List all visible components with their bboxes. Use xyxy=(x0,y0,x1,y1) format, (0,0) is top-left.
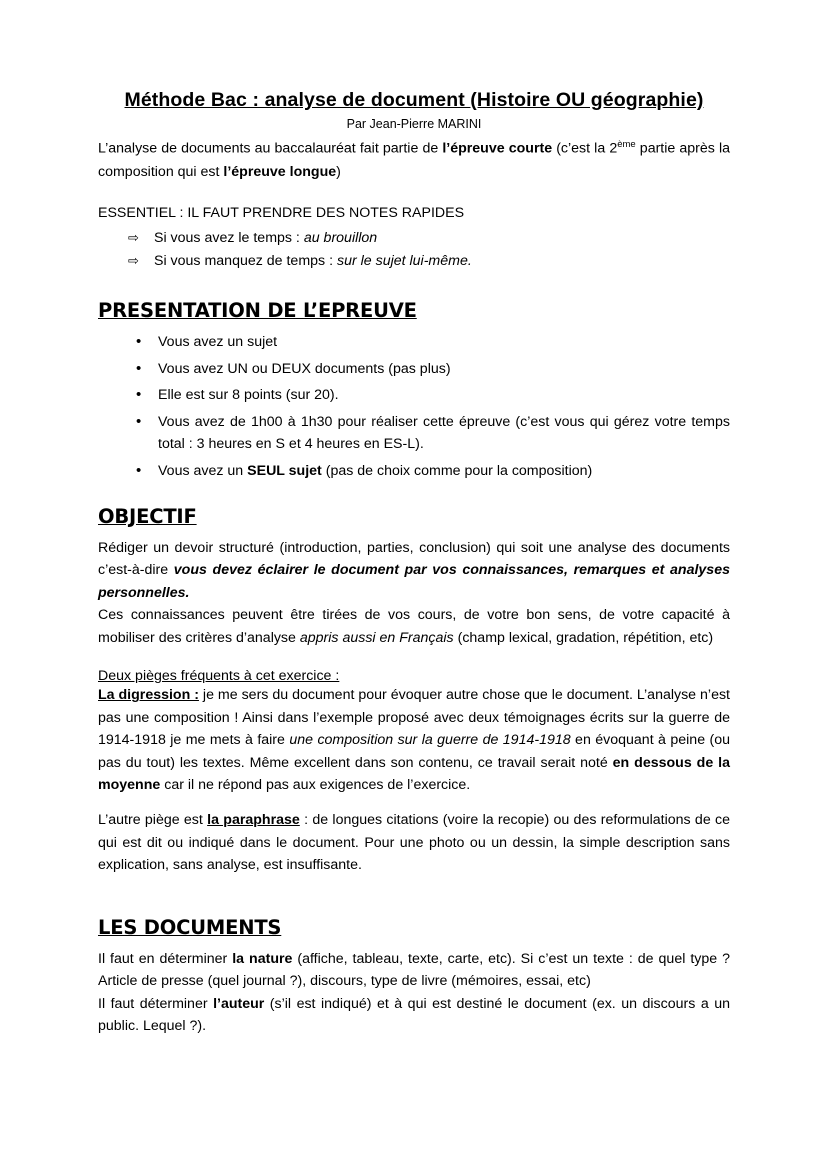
list-item: • Vous avez UN ou DEUX documents (pas plus) xyxy=(136,358,730,380)
essentiel-heading: ESSENTIEL : IL FAUT PRENDRE DES NOTES RAPIDES xyxy=(98,204,465,221)
bullet-icon: • xyxy=(136,359,142,377)
objectif-paragraph-2: Ces connaissances peuvent être tirées de vos cours, de votre bon sens, de votre capacité à mobiliser des critères d’analyse appris aussi en Français (champ lexical, gradation, répétition, etc) xyxy=(98,607,730,646)
list-item: ⇨ Si vous manquez de temps : sur le sujet lui-même. xyxy=(128,250,730,273)
byline: Par Jean-Pierre MARINI xyxy=(346,117,482,132)
section-heading-objectif: OBJECTIF xyxy=(98,505,197,529)
bullet-icon: • xyxy=(136,461,142,479)
list-item: ⇨ Si vous avez le temps : au brouillon xyxy=(128,227,730,250)
essentiel-list xyxy=(98,227,730,273)
presentation-bullets xyxy=(98,331,730,482)
bullet-icon: • xyxy=(136,386,142,404)
section-heading-presentation: PRESENTATION DE L’EPREUVE xyxy=(98,299,417,323)
list-item: • Elle est sur 8 points (sur 20). xyxy=(136,384,730,406)
page-title: Méthode Bac : analyse de document (Histoire OU géographie) xyxy=(124,89,704,111)
documents-paragraph-2: Il faut déterminer l’auteur (s’il est indiqué) et à qui est destiné le document (ex. un discours a un public. Lequel ?). xyxy=(98,995,730,1035)
list-item: • Vous avez un sujet xyxy=(136,331,730,353)
objectif-paragraph-1: Rédiger un devoir structuré (introduction, parties, conclusion) qui soit une analyse des documents c’est-à-dire vous devez éclairer le document par vos connaissances, remarques et analyses personnelles. xyxy=(98,540,730,601)
list-item: • Vous avez de 1h00 à 1h30 pour réaliser cette épreuve (c’est vous qui gérez votre temps total : 3 heures en S et 4 heures en ES-L). xyxy=(136,411,730,456)
intro-paragraph: L’analyse de documents au baccalauréat fait partie de l’épreuve courte (c’est la 2ème partie après la composition qui est l’épreuve longue) xyxy=(98,139,731,180)
bullet-icon: • xyxy=(136,333,142,351)
bullet-icon: • xyxy=(136,412,142,430)
section-heading-documents: LES DOCUMENTS xyxy=(98,915,282,939)
documents-paragraph-1: Il faut en déterminer la nature (affiche, tableau, texte, carte, etc). Si c’est un texte : de quel type ? Article de presse (quel journal ?), discours, type de livre (mémoires, essai, etc) xyxy=(98,950,730,990)
piege-digression: La digression : je me sers du document pour évoquer autre chose que le document. L’analyse n’est pas une composition ! Ainsi dans l’exemple proposé avec deux témoignages écrits sur la guerre de 1914-1918 je me mets à faire une composition sur la guerre de 1914-1918 en évoquant à peine (ou pas du tout) les textes. Même excellent dans son contenu, ce travail serait noté en dessous de la moyenne car il ne répond pas aux exigences de l’exercice. xyxy=(98,687,731,793)
arrow-icon: ⇨ xyxy=(128,253,139,269)
list-item: • Vous avez un SEUL sujet (pas de choix comme pour la composition) xyxy=(136,460,730,482)
piege-paraphrase: L’autre piège est la paraphrase : de longues citations (voire la recopie) ou des reformulations de ce qui est dit ou indiqué dans le document. Pour une photo ou un dessin, la simple description sans explication, sans analyse, est insuffisante. xyxy=(98,812,730,874)
pieges-heading: Deux pièges fréquents à cet exercice : xyxy=(98,668,340,685)
arrow-icon: ⇨ xyxy=(128,230,139,246)
